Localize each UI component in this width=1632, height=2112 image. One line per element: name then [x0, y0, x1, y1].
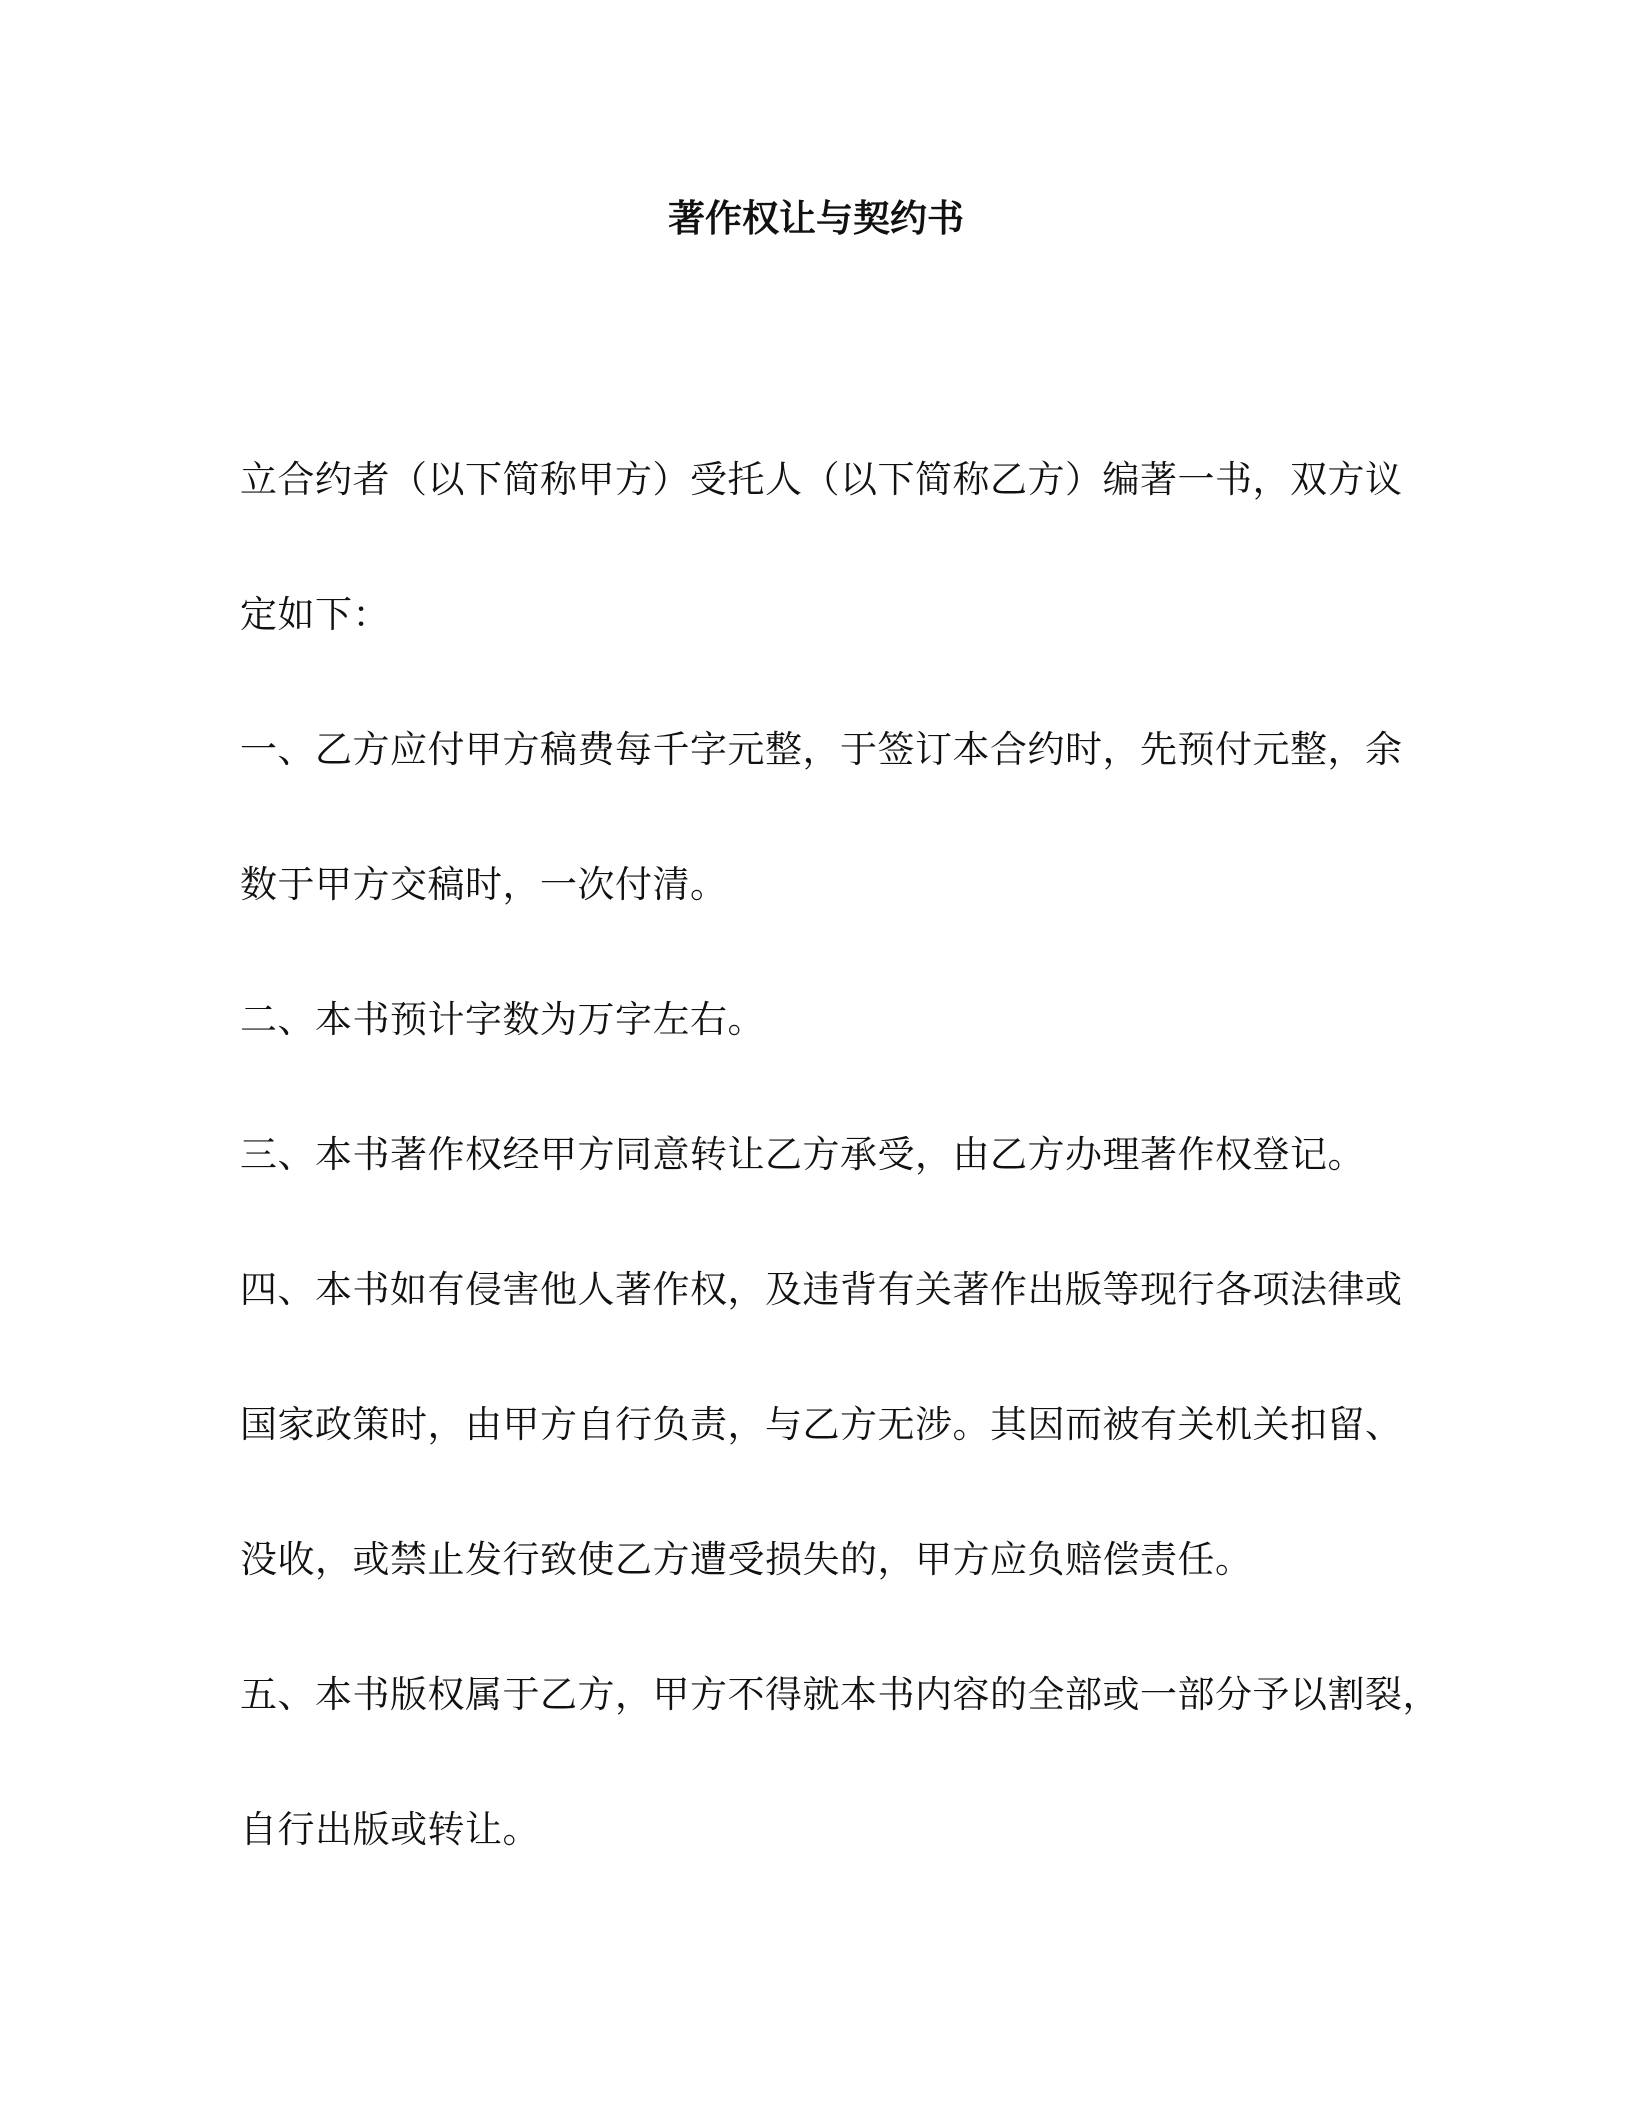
clause-3-line-1: 三、本书著作权经甲方同意转让乙方承受，由乙方办理著作权登记。	[240, 1133, 1365, 1176]
document-title: 著作权让与契约书	[668, 197, 964, 240]
clause-4-line-2: 国家政策时，由甲方自行负责，与乙方无涉。其因而被有关机关扣留、	[240, 1403, 1403, 1446]
clause-1-line-2: 数于甲方交稿时，一次付清。	[240, 863, 728, 906]
clause-5-line-1: 五、本书版权属于乙方，甲方不得就本书内容的全部或一部分予以割裂，	[240, 1673, 1440, 1716]
clause-2-line-1: 二、本书预计字数为万字左右。	[240, 998, 765, 1041]
clause-5-line-2: 自行出版或转让。	[240, 1808, 540, 1851]
preamble-line-1: 立合约者（以下简称甲方）受托人（以下简称乙方）编著一书，双方议	[240, 458, 1403, 501]
clause-1-line-1: 一、乙方应付甲方稿费每千字元整，于签订本合约时，先预付元整，余	[240, 728, 1403, 771]
document-body	[240, 453, 1440, 1938]
preamble-line-2: 定如下：	[240, 593, 390, 636]
clause-4-line-3: 没收，或禁止发行致使乙方遭受损失的，甲方应负赔偿责任。	[240, 1538, 1253, 1581]
clause-4-line-1: 四、本书如有侵害他人著作权，及违背有关著作出版等现行各项法律或	[240, 1268, 1403, 1311]
